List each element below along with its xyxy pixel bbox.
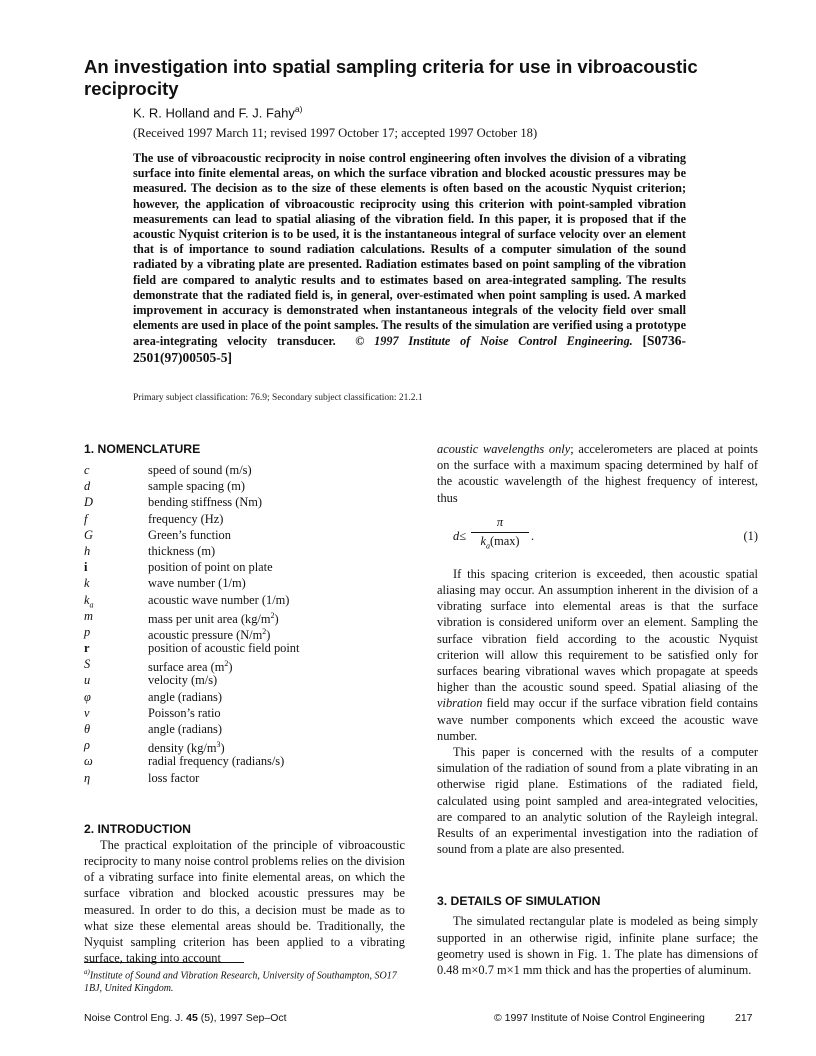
footnote-rule	[84, 962, 244, 963]
right-column	[437, 441, 758, 978]
nomenclature-definition-text: angle (radians)	[148, 689, 222, 704]
nomenclature-symbol: m	[84, 608, 93, 623]
nomenclature-definition	[148, 559, 273, 575]
nomenclature-definition	[148, 672, 217, 688]
nomenclature-symbol: i	[84, 560, 88, 575]
nomenclature-symbol: S	[84, 657, 91, 672]
nomenclature-definition	[148, 624, 270, 640]
nomenclature-row	[84, 494, 405, 510]
nomenclature-unit-exponent: 2	[270, 610, 275, 620]
nomenclature-definition	[148, 721, 222, 737]
nomenclature-definition	[148, 527, 231, 543]
nomenclature-definition	[148, 689, 222, 705]
authors: K. R. Holland and F. J. Fahy	[133, 105, 295, 121]
introduction-continued	[437, 441, 758, 506]
equation-den-max: (max)	[489, 534, 520, 549]
nomenclature-definition	[148, 592, 289, 608]
nomenclature-symbol: k	[84, 576, 90, 591]
nomenclature-row	[84, 608, 405, 624]
author-footnote-mark: a)	[294, 104, 303, 114]
nomenclature-definition-text: position of acoustic field point	[148, 641, 300, 656]
nomenclature-row	[84, 592, 405, 608]
nomenclature-unit-close: )	[228, 660, 233, 675]
nomenclature-unit-close: )	[274, 611, 279, 626]
nomenclature-symbol: D	[84, 495, 93, 510]
nomenclature-definition-text: thickness (m)	[148, 543, 216, 558]
nomenclature-definition	[148, 640, 299, 656]
nomenclature-symbol: d	[84, 479, 91, 494]
nomenclature-symbol: ρ	[84, 738, 90, 753]
nomenclature-definition	[148, 656, 233, 675]
footer-journal	[84, 1012, 287, 1024]
nomenclature-definition-text: position of point on plate	[148, 560, 273, 575]
abstract-text: The use of vibroacoustic reciprocity in noise control engineering often involves the division of a vibrating surface into finite elemental areas, on which the surface vibration and blocked acoustic pressures may be measured. The decision as to the size of these elements is often based on the acoustic Nyquist criterion; however, the application of vibroacoustic reciprocity using this criterion with point-sampled vibration measurements can lead to spatial aliasing of the vibration field. In this paper, it is proposed that if the acoustic Nyquist criterion is to be used, it is the instantaneous integral of surface velocity over an element that is of importance to sound radiation calculations. Results of a computer simulation of the sound radiated by a vibrating plate are presented. Radiation estimates based on point sampling of the vibration field are compared to analytic results and to estimates based on area-integrated sampling. The results demonstrate that the radiated field is, in general, over-estimated when point sampling is used. A marked improvement in accuracy is demonstrated when instantaneous integrals of the velocity field over small elements are used in place of the point samples. The results of the simulation are verified using a prototype area-integrating velocity transducer.	[133, 151, 686, 349]
scope-paragraph: This paper is concerned with the results of a computer simulation of the radiation of sound from a plate vibrating in an otherwise rigid plane. Estimations of the radiated field, calculated using point sampled and area-integrated velocities, are compared to an analytic solution of the Rayleigh integral. Results of an experimental investigation into the radiation of sound from a plate are also presented.	[437, 745, 758, 857]
nomenclature-definition	[148, 478, 245, 494]
nomenclature-row	[84, 511, 405, 527]
nomenclature-symbol: p	[84, 624, 91, 639]
page-number: 217	[735, 1012, 753, 1024]
nomenclature-row	[84, 705, 405, 721]
nomenclature-definition	[148, 705, 221, 721]
nomenclature-symbol: h	[84, 543, 91, 558]
nomenclature-symbol: ν	[84, 705, 90, 720]
left-column	[84, 441, 405, 966]
nomenclature-row	[84, 737, 405, 756]
equation-den-k	[480, 534, 490, 551]
journal-issue: (5), 1997 Sep–Oct	[200, 1012, 287, 1024]
nomenclature-unit-close: )	[220, 741, 225, 756]
nomenclature-definition-text: Green’s function	[148, 527, 231, 542]
nomenclature-row	[84, 462, 405, 478]
article-code: [S0736-2501(97)00505-5]	[133, 333, 687, 365]
nomenclature-definition	[148, 511, 223, 527]
nomenclature-row	[84, 689, 405, 705]
equation-fraction	[471, 514, 529, 555]
nomenclature-unit-exponent: 2	[262, 626, 267, 636]
nomenclature-definition	[148, 462, 252, 478]
nomenclature-definition-text: sample spacing (m)	[148, 479, 246, 494]
introduction-paragraph: The practical exploitation of the principle of vibroacoustic reciprocity to many noise control problems relies on the division of a vibrating surface into finite elemental areas, on which the surface vibration and blocked acoustic pressures may be measured. In order to do this, a decision must be made as to what size these elemental areas should be. Traditionally, the Nyquist sampling criterion has been applied to a vibrating surface, taking into account	[84, 837, 405, 966]
introduction-heading: 2. INTRODUCTION	[84, 821, 191, 836]
nomenclature-definition-text: speed of sound (m/s)	[148, 463, 252, 477]
equation-sub-a: a	[485, 541, 490, 551]
author-line	[133, 104, 302, 120]
nomenclature-symbol: k	[84, 592, 90, 607]
equation-k: k	[480, 534, 486, 549]
nomenclature-definition-text: Poisson’s ratio	[148, 705, 221, 720]
equation-1	[437, 514, 758, 560]
nomenclature-definition-text: acoustic wave number (1/m)	[148, 592, 290, 607]
nomenclature-definition	[148, 494, 262, 510]
nomenclature-row	[84, 478, 405, 494]
nomenclature-definition-text: frequency (Hz)	[148, 511, 224, 526]
nomenclature-unit-exponent: 3	[216, 740, 221, 750]
paper-title: An investigation into spatial sampling criteria for use in vibroacoustic reciprocity	[84, 56, 698, 99]
nomenclature-unit-close: )	[266, 628, 271, 642]
nomenclature-symbol: ω	[84, 754, 93, 769]
nomenclature-row	[84, 721, 405, 737]
nomenclature-symbol: G	[84, 527, 93, 542]
nomenclature-definition-text: velocity (m/s)	[148, 673, 218, 688]
nomenclature-definition	[148, 737, 225, 756]
nomenclature-symbol: φ	[84, 689, 91, 704]
simulation-heading: 3. DETAILS OF SIMULATION	[437, 894, 601, 909]
nomenclature-row	[84, 543, 405, 559]
equation-denominator	[471, 533, 529, 555]
nomenclature-definition-text: density (kg/m	[148, 741, 217, 756]
nomenclature-definition-text: surface area (m	[148, 660, 225, 675]
nomenclature-definition-text: angle (radians)	[148, 722, 222, 736]
journal-name: Noise Control Eng. J.	[84, 1012, 184, 1024]
footnote-mark: a)	[84, 968, 90, 976]
affiliation-footnote	[84, 966, 409, 995]
abstract-copyright: © 1997 Institute of Noise Control Engineering.	[355, 334, 633, 349]
nomenclature-symbol-subscript: a	[89, 599, 94, 609]
nomenclature-symbol: θ	[84, 722, 91, 736]
nomenclature-row	[84, 656, 405, 675]
aliasing-paragraph	[437, 566, 758, 744]
nomenclature-row	[84, 559, 405, 575]
emphasis-acoustic-wavelengths: acoustic wavelengths only	[437, 442, 571, 456]
nomenclature-row	[84, 575, 405, 591]
equation-lhs: d≤	[453, 528, 466, 543]
introduction-continued-text: ; accelerometers are placed at points on the surface with a maximum spacing determined by half of the acoustic wavelength of the highest frequency of interest, thus	[437, 442, 758, 505]
equation-number: (1)	[743, 528, 758, 543]
equation-period: .	[531, 528, 535, 543]
nomenclature-definition	[148, 543, 215, 559]
subject-classification: Primary subject classification: 76.9; Secondary subject classification: 21.2.1	[133, 393, 423, 403]
nomenclature-definition-text: wave number (1/m)	[148, 576, 246, 591]
nomenclature-row	[84, 527, 405, 543]
received-dates: (Received 1997 March 11; revised 1997 October 17; accepted 1997 October 18)	[133, 126, 538, 140]
nomenclature-row	[84, 624, 405, 640]
nomenclature-list	[84, 462, 405, 786]
nomenclature-symbol-wrap	[84, 592, 148, 608]
nomenclature-unit-exponent: 2	[224, 659, 229, 669]
nomenclature-definition-text: acoustic pressure (N/m	[148, 628, 263, 642]
aliasing-text-a: If this spacing criterion is exceeded, then acoustic spatial aliasing may occur. An assumption inherent in the division of a vibrating surface into elemental areas is that the surface vibration is considered uniform over an element. Sampling the surface vibration field according to the acoustic Nyquist criterion will allow this requirement to be satisfied only for surfaces bearing vibrational waves which propagate at speeds higher than the acoustic sound speed. Spatial aliasing of the	[437, 566, 758, 695]
nomenclature-definition-text: bending stiffness (Nm)	[148, 495, 263, 510]
footnote-text: Institute of Sound and Vibration Research, University of Southampton, SO17 1BJ, United Kingdom.	[84, 970, 397, 995]
nomenclature-row	[84, 672, 405, 688]
nomenclature-definition	[148, 753, 284, 769]
footer-copyright: © 1997 Institute of Noise Control Engineering	[494, 1012, 705, 1024]
nomenclature-symbol: u	[84, 673, 91, 688]
nomenclature-heading: 1. NOMENCLATURE	[84, 442, 201, 456]
nomenclature-symbol: c	[84, 463, 90, 477]
nomenclature-definition-text: mass per unit area (kg/m	[148, 611, 271, 626]
nomenclature-definition	[148, 608, 279, 624]
simulation-paragraph: The simulated rectangular plate is modeled as being simply supported in an otherwise rigid, infinite plane surface; the geometry used is shown in Fig. 1. The plate has dimensions of 0.48 m×0.7 m×1 mm thick and has the properties of aluminum.	[437, 914, 758, 978]
nomenclature-symbol: f	[84, 511, 88, 526]
equation-numerator: π	[471, 514, 529, 533]
nomenclature-row	[84, 640, 405, 656]
emphasis-vibration: vibration	[437, 696, 483, 711]
nomenclature-symbol: r	[84, 641, 90, 656]
nomenclature-definition-text: loss factor	[148, 770, 200, 785]
nomenclature-definition	[148, 575, 246, 591]
nomenclature-row	[84, 753, 405, 769]
journal-volume: 45	[186, 1012, 198, 1024]
nomenclature-symbol: η	[84, 770, 91, 785]
nomenclature-row	[84, 770, 405, 786]
aliasing-text-b: field may occur if the surface vibration field contains wave number components which exceed the acoustic wave number.	[437, 696, 758, 743]
nomenclature-definition	[148, 770, 199, 786]
abstract	[133, 151, 686, 366]
nomenclature-definition-text: radial frequency (radians/s)	[148, 754, 285, 769]
